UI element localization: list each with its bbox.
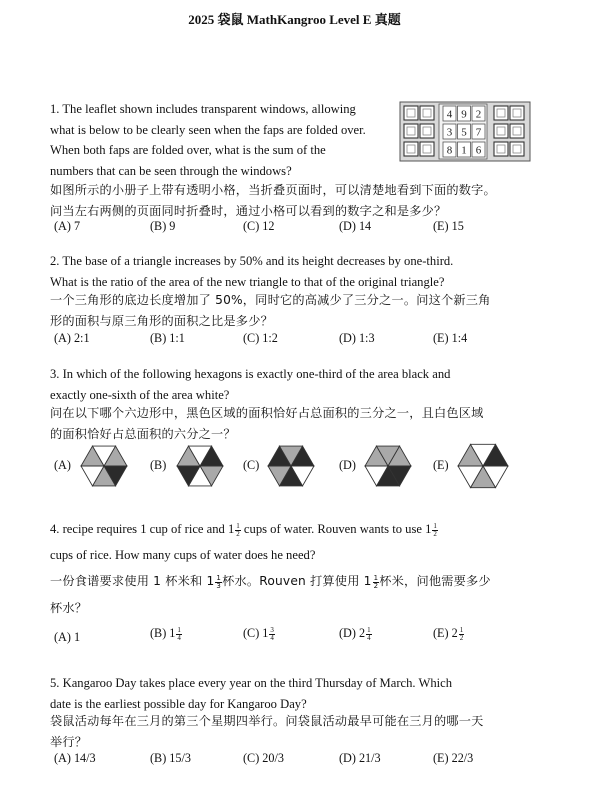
q1-option-a[interactable]: (A) 7: [54, 219, 81, 233]
q3-text-zh: [50, 403, 530, 444]
window-square: [510, 124, 524, 138]
q2-text-zh: [50, 290, 530, 331]
window-square: [510, 106, 524, 120]
q5-zh-line: 举行？: [50, 734, 88, 749]
q3-text-en: [50, 364, 530, 405]
window-square: [494, 124, 508, 138]
q2-option-b[interactable]: (B) 1:1: [150, 331, 185, 345]
window-square: [420, 106, 434, 120]
fraction-one-half: $\frac{1}{2}$: [433, 521, 437, 539]
q1-en-line: numbers that can be seen through the windows?: [50, 163, 292, 178]
q1-option-b[interactable]: (B) 9: [150, 219, 176, 233]
q5-en-line: 5. Kangaroo Day takes place every year on the third Thursday of March. Which: [50, 676, 453, 690]
digit-text: 9: [461, 108, 467, 121]
window-square: [404, 142, 418, 156]
fraction-one-third: $\frac{1}{3}$: [216, 573, 222, 591]
q2-zh-line: 形的面积与原三角形的面积之比是多少？: [50, 313, 273, 328]
hexagon-figure-b[interactable]: [176, 445, 224, 487]
q1-option-d[interactable]: (D) 14: [339, 219, 372, 233]
q4-line1-en: 4. recipe requires 1 cup of rice and 1 $\frac{1}{2}$ cups of water. Rouven wants to use 1 $\frac{1}{2}$: [50, 521, 437, 539]
digit-text: 5: [461, 126, 467, 139]
q2-option-d[interactable]: (D) 1:3: [339, 331, 375, 345]
q2-en-line: What is the ratio of the area of the new triangle to that of the original triangle?: [50, 274, 445, 289]
q2-en-line: 2. The base of a triangle increases by 50% and its height decreases by one-third.: [50, 254, 454, 268]
q1-text-en: [50, 99, 389, 181]
q1-en-line: 1. The leaflet shown includes transparent windows, allowing: [50, 102, 356, 116]
q3-en-line: 3. In which of the following hexagons is exactly one-third of the area black and: [50, 367, 451, 381]
q5-zh-line: 袋鼠活动每年在三月的第三个星期四举行。问袋鼠活动最早可能在三月的哪一天: [50, 714, 484, 728]
q4-option-c[interactable]: (C) 1 $\frac{3}{4}$: [243, 625, 274, 643]
q4-option-d[interactable]: (D) 2 $\frac{1}{4}$: [339, 625, 371, 643]
q4-line2-zh: 杯水？: [50, 601, 88, 615]
digit-text: 3: [446, 126, 453, 139]
q1-en-line: what is below to be clearly seen when the faps are folded over.: [50, 122, 366, 137]
fraction-one-half: $\frac{1}{2}$: [236, 521, 240, 539]
q3-option-a[interactable]: (A): [54, 458, 71, 472]
page-title: 2025 袋鼠 MathKangroo Level E 真题: [188, 12, 401, 27]
q5-text-en: [50, 673, 530, 714]
q5-option-a[interactable]: (A) 14/3: [54, 751, 96, 765]
hexagon-figure-c[interactable]: [267, 445, 315, 487]
hexagon-figure-d[interactable]: [364, 445, 412, 487]
q5-option-b[interactable]: (B) 15/3: [150, 751, 191, 765]
q3-en-line: exactly one-sixth of the area white?: [50, 387, 230, 402]
q3-zh-line: 的面积恰好占总面积的六分之一？: [50, 426, 236, 441]
digit-text: 1: [461, 144, 467, 157]
q1-option-e[interactable]: (E) 15: [433, 219, 464, 233]
q3-option-c[interactable]: (C): [243, 458, 260, 472]
hexagon-figure-a[interactable]: [80, 445, 128, 487]
hexagon-figure-e[interactable]: [457, 443, 509, 489]
leaflet-windows-figure: [399, 101, 531, 162]
digit-text: 8: [446, 144, 453, 157]
q1-zh-line: 问当左右两侧的页面同时折叠时，通过小格可以看到的数字之和是多少？: [50, 203, 447, 218]
window-square: [404, 106, 418, 120]
q4-option-e[interactable]: (E) 2 $\frac{1}{2}$: [433, 625, 464, 643]
q5-option-c[interactable]: (C) 20/3: [243, 751, 284, 765]
q5-en-line: date is the earliest possible day for Kangaroo Day?: [50, 696, 307, 711]
q5-option-d[interactable]: (D) 21/3: [339, 751, 381, 765]
q2-option-c[interactable]: (C) 1:2: [243, 331, 278, 345]
q4-line1-zh: 一份食谱要求使用 1 杯米和 1 $\frac{1}{3}$ 杯水。Rouven 打算使用 1 $\frac{1}{2}$ 杯米，问他需要多少: [50, 573, 491, 591]
window-square: [420, 124, 434, 138]
digit-text: 2: [475, 108, 482, 121]
q1-zh-line: 如图所示的小册子上带有透明小格，当折叠页面时，可以清楚地看到下面的数字。: [50, 183, 496, 197]
q1-en-line: When both faps are folded over, what is the sum of the: [50, 143, 326, 157]
q2-text-en: [50, 251, 530, 292]
q5-option-e[interactable]: (E) 22/3: [433, 751, 474, 765]
q3-option-b[interactable]: (B): [150, 458, 167, 472]
q4-option-a[interactable]: (A) 1: [54, 630, 81, 644]
digit-text: 7: [475, 126, 482, 139]
window-square: [420, 142, 434, 156]
window-square: [404, 124, 418, 138]
window-square: [510, 142, 524, 156]
window-square: [494, 106, 508, 120]
q4-option-b[interactable]: (B) 1 $\frac{1}{4}$: [150, 625, 181, 643]
q1-text-zh: [50, 180, 530, 221]
q2-option-e[interactable]: (E) 1:4: [433, 331, 468, 345]
q2-zh-line: 一个三角形的底边长度增加了 50%，同时它的高减少了三分之一。问这个新三角: [50, 293, 491, 307]
q3-option-d[interactable]: (D): [339, 458, 356, 472]
q4-line2-en: cups of rice. How many cups of water does he need?: [50, 548, 316, 562]
q2-option-a[interactable]: (A) 2:1: [54, 331, 90, 345]
q1-option-c[interactable]: (C) 12: [243, 219, 275, 233]
q3-zh-line: 问在以下哪个六边形中，黑色区域的面积恰好占总面积的三分之一，且白色区域: [50, 406, 484, 420]
q5-text-zh: [50, 711, 530, 752]
q3-option-e[interactable]: (E): [433, 458, 449, 472]
window-square: [494, 142, 508, 156]
fraction-one-half: $\frac{1}{2}$: [373, 573, 379, 591]
digit-text: 4: [446, 108, 453, 121]
digit-text: 6: [475, 144, 482, 157]
